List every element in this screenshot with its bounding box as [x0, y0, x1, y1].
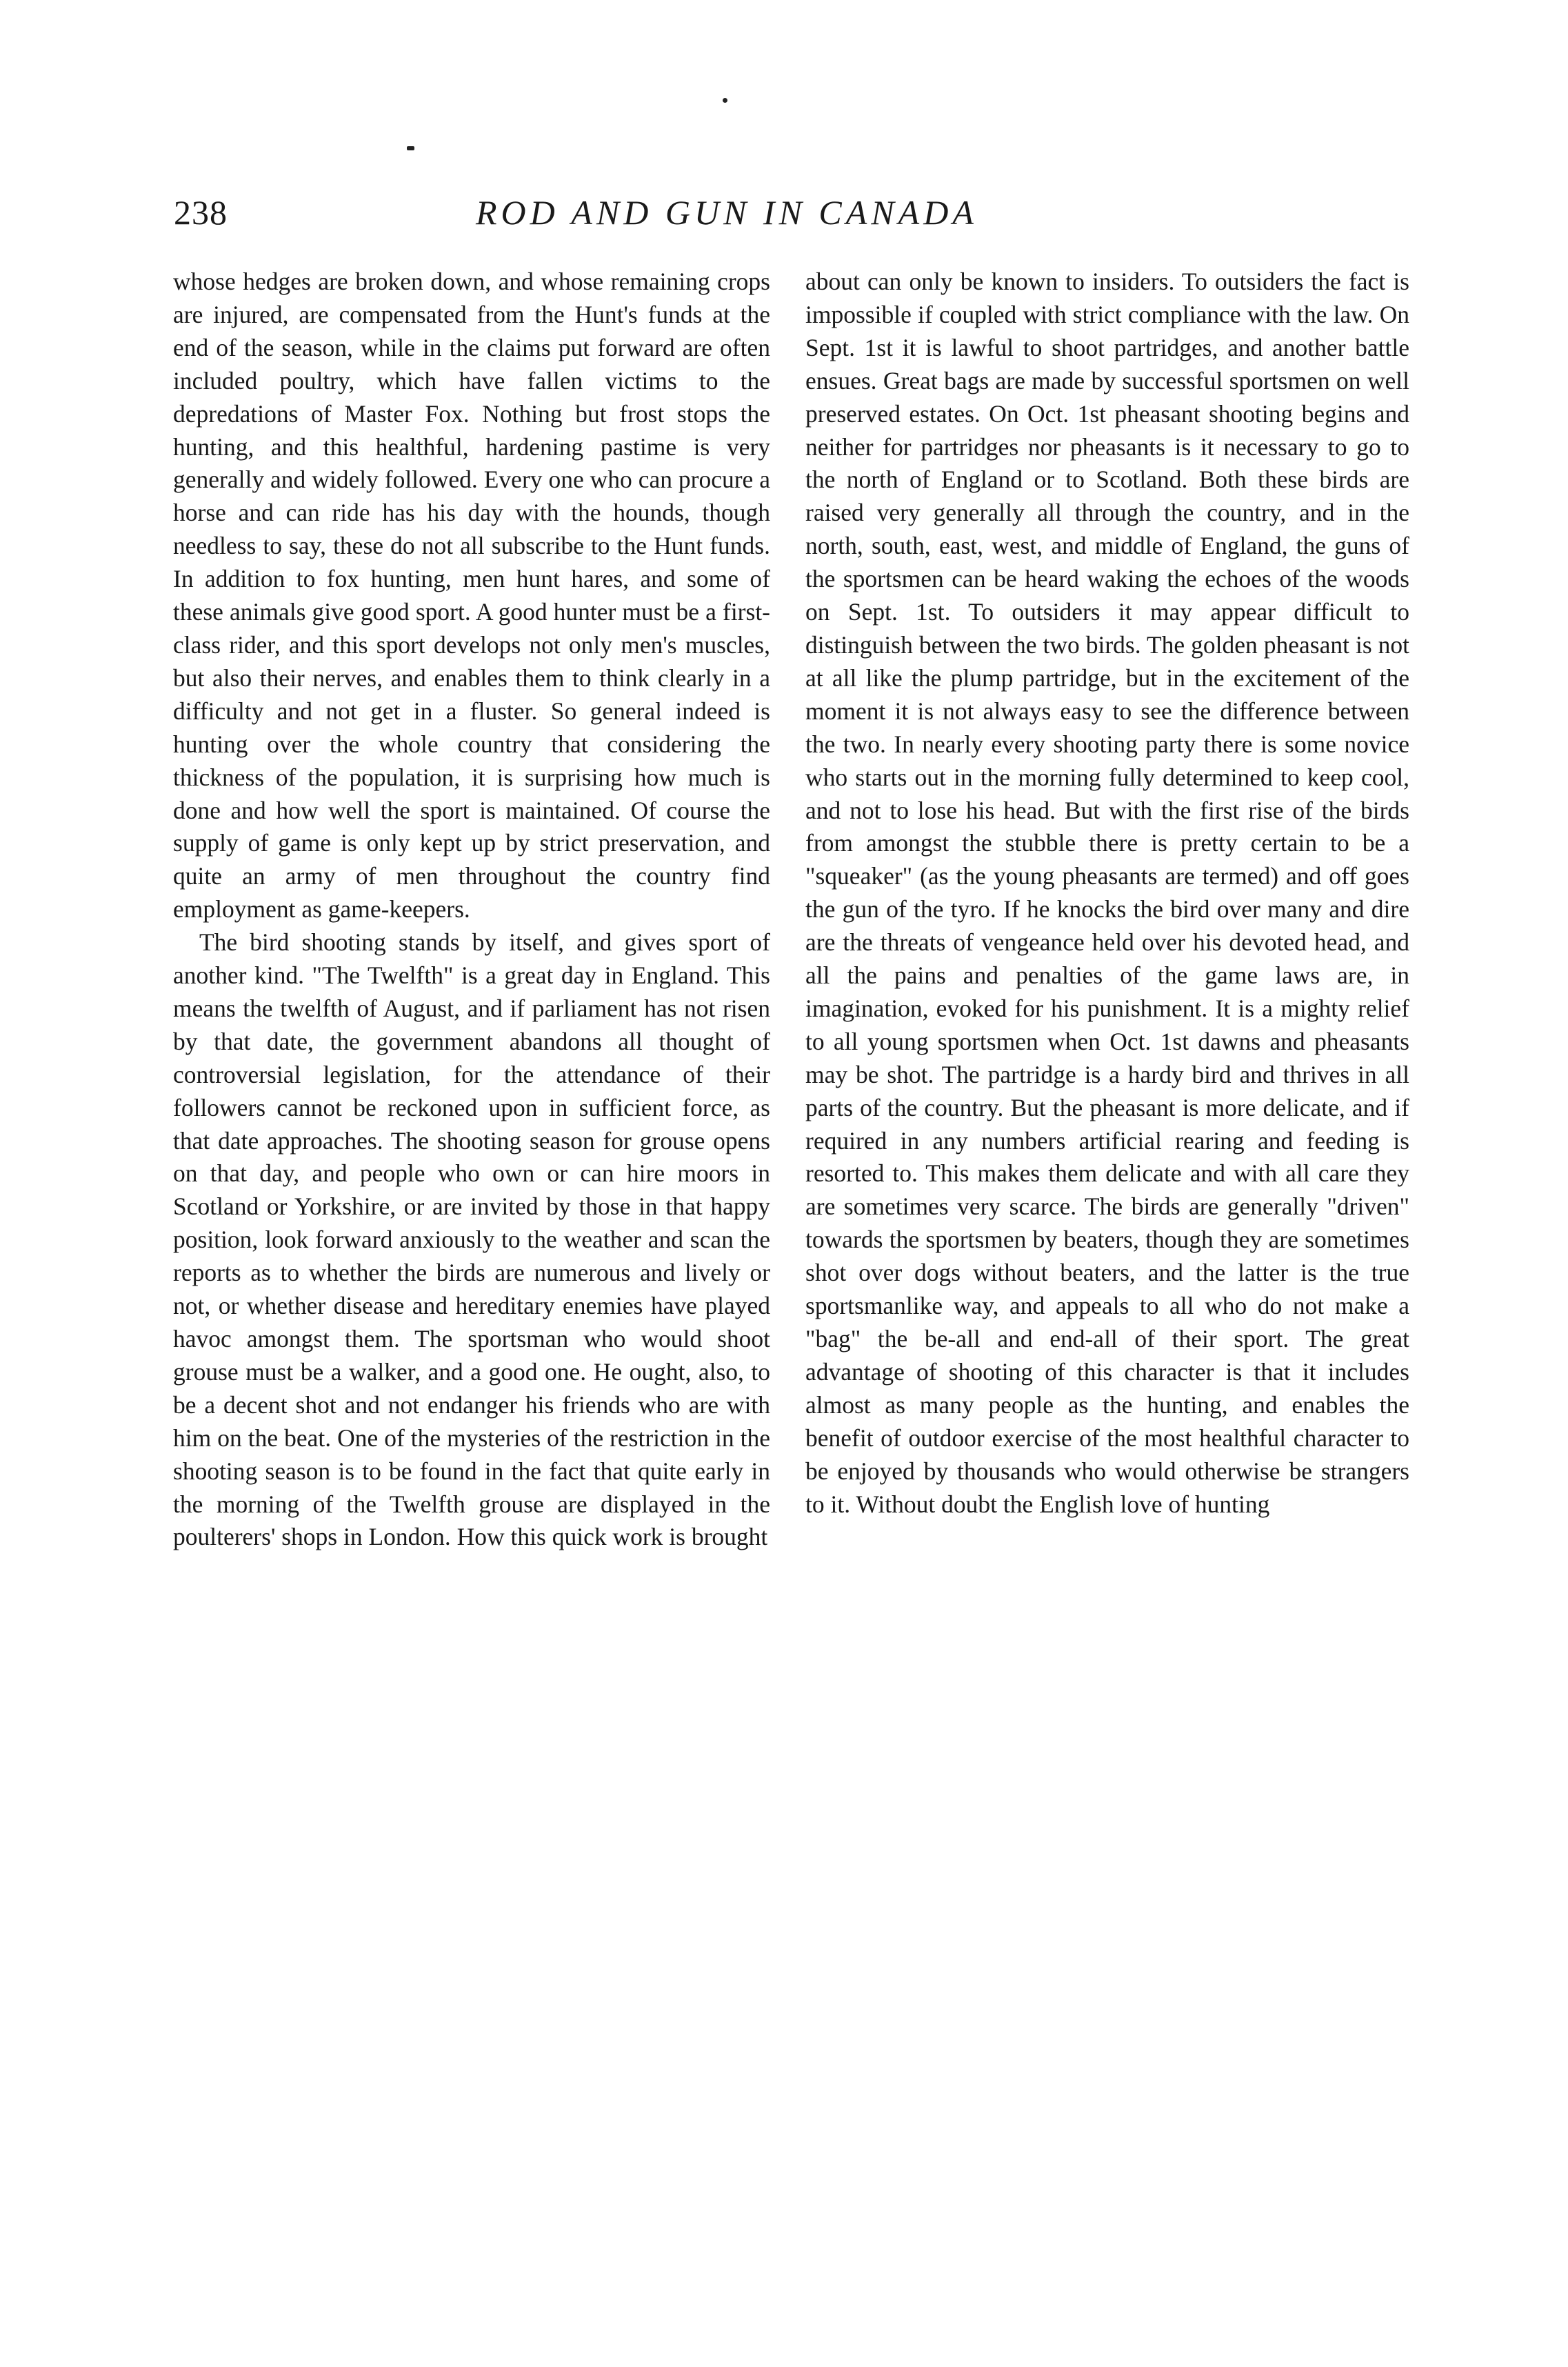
paragraph: about can only be known to insiders. To outsiders the fact is impossible if coupled with strict compliance with the law. On Sept. 1st it is lawful to shoot partridges, and another battle ensues. Great bags are made by successful sportsmen on well preserved estates. On Oct. 1st pheasant shooting begins and neither for partridges nor pheasants is it necessary to go to the north of England or to Scotland. Both these birds are raised very generally all through the country, and in the north, south, east, west, and middle of England, the guns of the sportsmen can be heard waking the echoes of the woods on Sept. 1st. To outsiders it may appear difficult to distinguish between the two birds. The golden pheasant is not at all like the plump partridge, but in the excitement of the moment it is not always easy to see the difference between the two. In nearly every shooting party there is some novice who starts out in the morning fully determined to keep cool, and not to lose his head. But with the first rise of the birds from amongst the stubble there is pretty certain to be a "squeaker" (as the young pheasants are termed) and off goes the gun of the tyro. If he knocks the bird over many and dire are the threats of vengeance held over his devoted head, and all the pains and penalties of the game laws are, in imagination, evoked for his punishment. It is a mighty relief to all young sportsmen when Oct. 1st dawns and pheasants may be shot. The partridge is a hardy bird and thrives in all parts of the country. But the pheasant is more delicate, and if required in any numbers artificial rearing and feeding is resorted to. This makes them delicate and with all care they are sometimes very scarce. The birds are generally "driven" towards the sportsmen by beaters, though they are sometimes shot over dogs without beaters, and the latter is the true sportsmanlike way, and appeals to all who do not make a "bag" the be-all and end-all of their sport. The great advantage of shooting of this character is that it includes almost as many people as the hunting, and enables the benefit of outdoor exercise of the most healthful character to be enjoyed by thousands who would otherwise be strangers to it. Without doubt the English love of hunting	[805, 268, 1409, 1518]
paragraph: The bird shooting stands by itself, and gives sport of another kind. "The Twelfth" is a great day in England. This means the twelfth of August, and if parliament has not risen by that date, the government abandons all thought of controversial legislation, for the attendance of their followers cannot be reckoned upon in sufficient force, as that date approaches. The shooting season for grouse opens on that day, and people who own or can hire moors in Scotland or Yorkshire, or are invited by those in that happy position, look forward anxiously to the weather and scan the reports as to whether the birds are numerous and lively or not, or whether disease and hereditary enemies have played havoc amongst them. The sportsman who would shoot grouse must be a walker, and a good one. He ought, also, to be a decent shot and not endanger his friends who are with him on the beat. One of the mysteries of the restriction in the shooting season is to be found in the fact that quite early in the morning of the Twelfth grouse are displayed in the poulterers' shops in London. How this quick work is brought	[173, 928, 770, 1551]
ink-speck	[407, 146, 414, 150]
page-number: 238	[174, 193, 228, 232]
ink-speck	[723, 98, 727, 103]
right-column	[805, 266, 1409, 1521]
paragraph: whose hedges are broken down, and whose remaining crops are injured, are compensated from the Hunt's funds at the end of the season, while in the claims put forward are often included poultry, which have fallen victims to the depredations of Master Fox. Nothing but frost stops the hunting, and this healthful, hardening pastime is very generally and widely followed. Every one who can procure a horse and can ride has his day with the hounds, though needless to say, these do not all subscribe to the Hunt funds. In addition to fox hunting, men hunt hares, and some of these animals give good sport. A good hunter must be a first-class rider, and this sport develops not only men's muscles, but also their nerves, and enables them to think clearly in a difficulty and not get in a fluster. So general indeed is hunting over the whole country that considering the thickness of the population, it is surprising how much is done and how well the sport is maintained. Of course the supply of game is only kept up by strict preservation, and quite an army of men throughout the country find employment as game-keepers.	[173, 268, 770, 923]
running-title: ROD AND GUN IN CANADA	[476, 193, 978, 232]
left-column	[173, 266, 770, 1554]
